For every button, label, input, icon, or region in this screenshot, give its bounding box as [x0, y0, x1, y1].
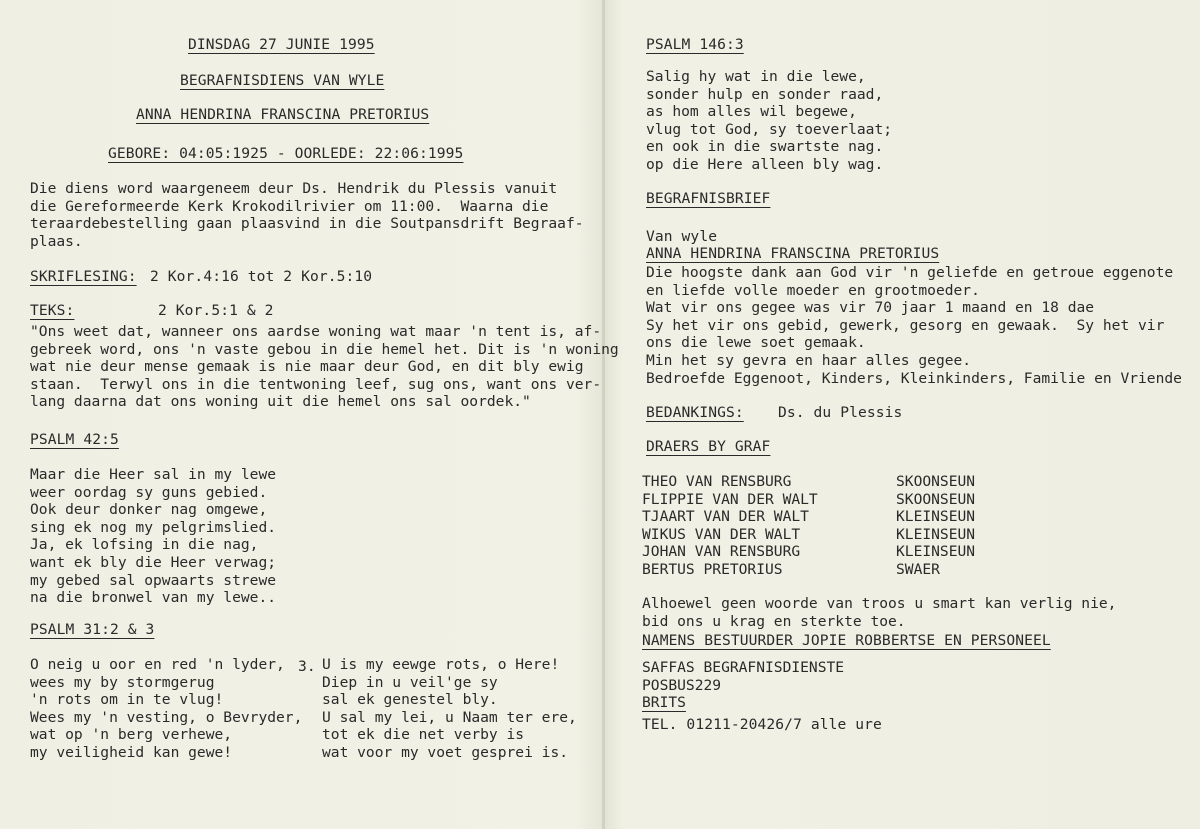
namens-line: NAMENS BESTUURDER JOPIE ROBBERTSE EN PERSONEEL [642, 632, 1051, 649]
quote-line: lang daarna dat ons woning uit die hemel ons sal oordek." [30, 393, 531, 411]
quote-line: staan. Terwyl ons in die tentwoning leef, sug ons, want ons ver- [30, 375, 602, 393]
teks-value: 2 Kor.5:1 & 2 [158, 302, 274, 319]
draer-name: BERTUS PRETORIUS [642, 560, 783, 578]
verse-line: Maar die Heer sal in my lewe [30, 466, 277, 483]
quote-line: wat nie deur mense gemaak is nie maar deur God, en dit bly ewig [30, 358, 584, 376]
bedankings-label: BEDANKINGS: [646, 404, 744, 421]
brief-line: ons die lewe soet gemaak. [646, 334, 866, 352]
verse-line: my gebed sal opwaarts strewe [30, 571, 277, 589]
verse-line: U is my eewge rots, o Here! [322, 656, 560, 673]
verse-line: vlug tot God, sy toeverlaat; [646, 120, 893, 138]
verse-line: U sal my lei, u Naam ter ere, [322, 708, 577, 726]
teks-quote [30, 323, 619, 411]
quote-line: "Ons weet dat, wanneer ons aardse woning wat maar 'n tent is, af- [30, 323, 602, 340]
verse-line: O neig u oor en red 'n lyder, [30, 656, 285, 673]
brief-line: Min het sy gevra en haar alles gegee. [646, 351, 972, 369]
verse-line: my veiligheid kan gewe! [30, 743, 233, 761]
verse-line: na die bronwel van my lewe.. [30, 589, 277, 607]
draer-name: TJAART VAN DER WALT [642, 508, 809, 526]
company-name: SAFFAS BEGRAFNISDIENSTE [642, 659, 845, 676]
birth-death-dates: GEBORE: 04:05:1925 - OORLEDE: 22:06:1995 [108, 145, 464, 162]
draer-relation: SKOONSEUN [896, 473, 976, 490]
undertaker-details [642, 659, 844, 712]
psalm-146-verse [646, 68, 892, 174]
service-intro [30, 180, 584, 250]
teks-label: TEKS: [30, 302, 75, 319]
closing-line: bid ons u krag en sterkte toe. [642, 612, 906, 630]
closing-message [642, 595, 1116, 630]
draer-name: FLIPPIE VAN DER WALT [642, 490, 818, 508]
psalm-146-title: PSALM 146:3 [646, 36, 744, 53]
psalm-31-title: PSALM 31:2 & 3 [30, 621, 155, 638]
brief-line: en liefde volle moeder en grootmoeder. [646, 281, 980, 299]
draer-relation: KLEINSEUN [896, 508, 976, 526]
verse-line: Ook deur donker nag omgewe, [30, 501, 268, 519]
quote-line: gebreek word, ons 'n vaste gebou in die hemel het. Dit is 'n woning [30, 340, 619, 358]
verse-line: Diep in u veil'ge sy [322, 673, 498, 691]
psalm-31-verse-2-number: 3. [298, 658, 316, 675]
verse-line: sonder hulp en sonder raad, [646, 85, 884, 103]
draer-name: THEO VAN RENSBURG [642, 473, 792, 490]
closing-line: Alhoewel geen woorde van troos u smart kan verlig nie, [642, 595, 1117, 612]
intro-line: die Gereformeerde Kerk Krokodilrivier om 11:00. Waarna die [30, 197, 549, 215]
service-date: DINSDAG 27 JUNIE 1995 [188, 36, 375, 53]
verse-line: Salig hy wat in die lewe, [646, 68, 866, 85]
draer-relation: SWAER [896, 560, 940, 578]
verse-line: want ek bly die Heer verwag; [30, 553, 277, 571]
intro-line: teraardebestelling gaan plaasvind in die Soutpansdrift Begraaf- [30, 215, 584, 233]
verse-line: weer oordag sy guns gebied. [30, 483, 268, 501]
skriflesing-label: SKRIFLESING: [30, 268, 137, 285]
verse-line: op die Here alleen bly wag. [646, 155, 884, 173]
psalm-31-verse-1 [30, 656, 302, 762]
intro-line: plaas. [30, 232, 83, 250]
verse-line: Ja, ek lofsing in die nag, [30, 536, 259, 554]
verse-line: as hom alles wil begewe, [646, 103, 857, 121]
brief-line: Wat vir ons gegee was vir 70 jaar 1 maand en 18 dae [646, 299, 1095, 317]
draer-name: WIKUS VAN DER WALT [642, 525, 801, 543]
verse-line: Wees my 'n vesting, o Bevryder, [30, 708, 303, 726]
skriflesing-value: 2 Kor.4:16 tot 2 Kor.5:10 [150, 268, 373, 285]
van-wyle: Van wyle [646, 228, 718, 245]
verse-line: wat op 'n berg verhewe, [30, 726, 233, 744]
telephone: TEL. 01211-20426/7 alle ure [642, 716, 882, 733]
verse-line: sing ek nog my pelgrimslied. [30, 518, 277, 536]
draer-name: JOHAN VAN RENSBURG [642, 543, 801, 561]
page-fold [602, 0, 605, 829]
verse-line: wat voor my voet gesprei is. [322, 743, 569, 761]
brief-line: Bedroefde Eggenoot, Kinders, Kleinkinders, Familie en Vriende [646, 369, 1182, 387]
verse-line: wees my by stormgerug [30, 673, 215, 691]
psalm-42-verse [30, 466, 276, 607]
draers-title: DRAERS BY GRAF [646, 438, 771, 455]
psalm-42-title: PSALM 42:5 [30, 431, 119, 448]
draer-relation: KLEINSEUN [896, 543, 976, 561]
brief-line: Die hoogste dank aan God vir 'n geliefde en getroue eggenote [646, 264, 1174, 281]
brief-line: Sy het vir ons gebid, gewerk, gesorg en gewaak. Sy het vir [646, 316, 1165, 334]
postbox: POSBUS229 [642, 676, 722, 694]
deceased-name-heading: ANNA HENDRINA FRANSCINA PRETORIUS [136, 106, 430, 123]
verse-line: sal ek genestel bly. [322, 691, 498, 709]
draers-relations [896, 473, 975, 579]
brief-message [646, 264, 1182, 387]
psalm-31-verse-2 [322, 656, 577, 762]
verse-line: tot ek die net verby is [322, 726, 525, 744]
draers-names [642, 473, 818, 579]
draer-relation: SKOONSEUN [896, 490, 976, 508]
service-title: BEGRAFNISDIENS VAN WYLE [180, 72, 385, 89]
begrafnisbrief-title: BEGRAFNISBRIEF [646, 190, 771, 207]
bedankings-value: Ds. du Plessis [778, 404, 903, 421]
brief-deceased-name: ANNA HENDRINA FRANSCINA PRETORIUS [646, 245, 940, 262]
town: BRITS [642, 694, 686, 712]
verse-line: 'n rots om in te vlug! [30, 691, 224, 709]
draer-relation: KLEINSEUN [896, 525, 976, 543]
verse-line: en ook in die swartste nag. [646, 138, 884, 156]
intro-line: Die diens word waargeneem deur Ds. Hendrik du Plessis vanuit [30, 180, 558, 197]
